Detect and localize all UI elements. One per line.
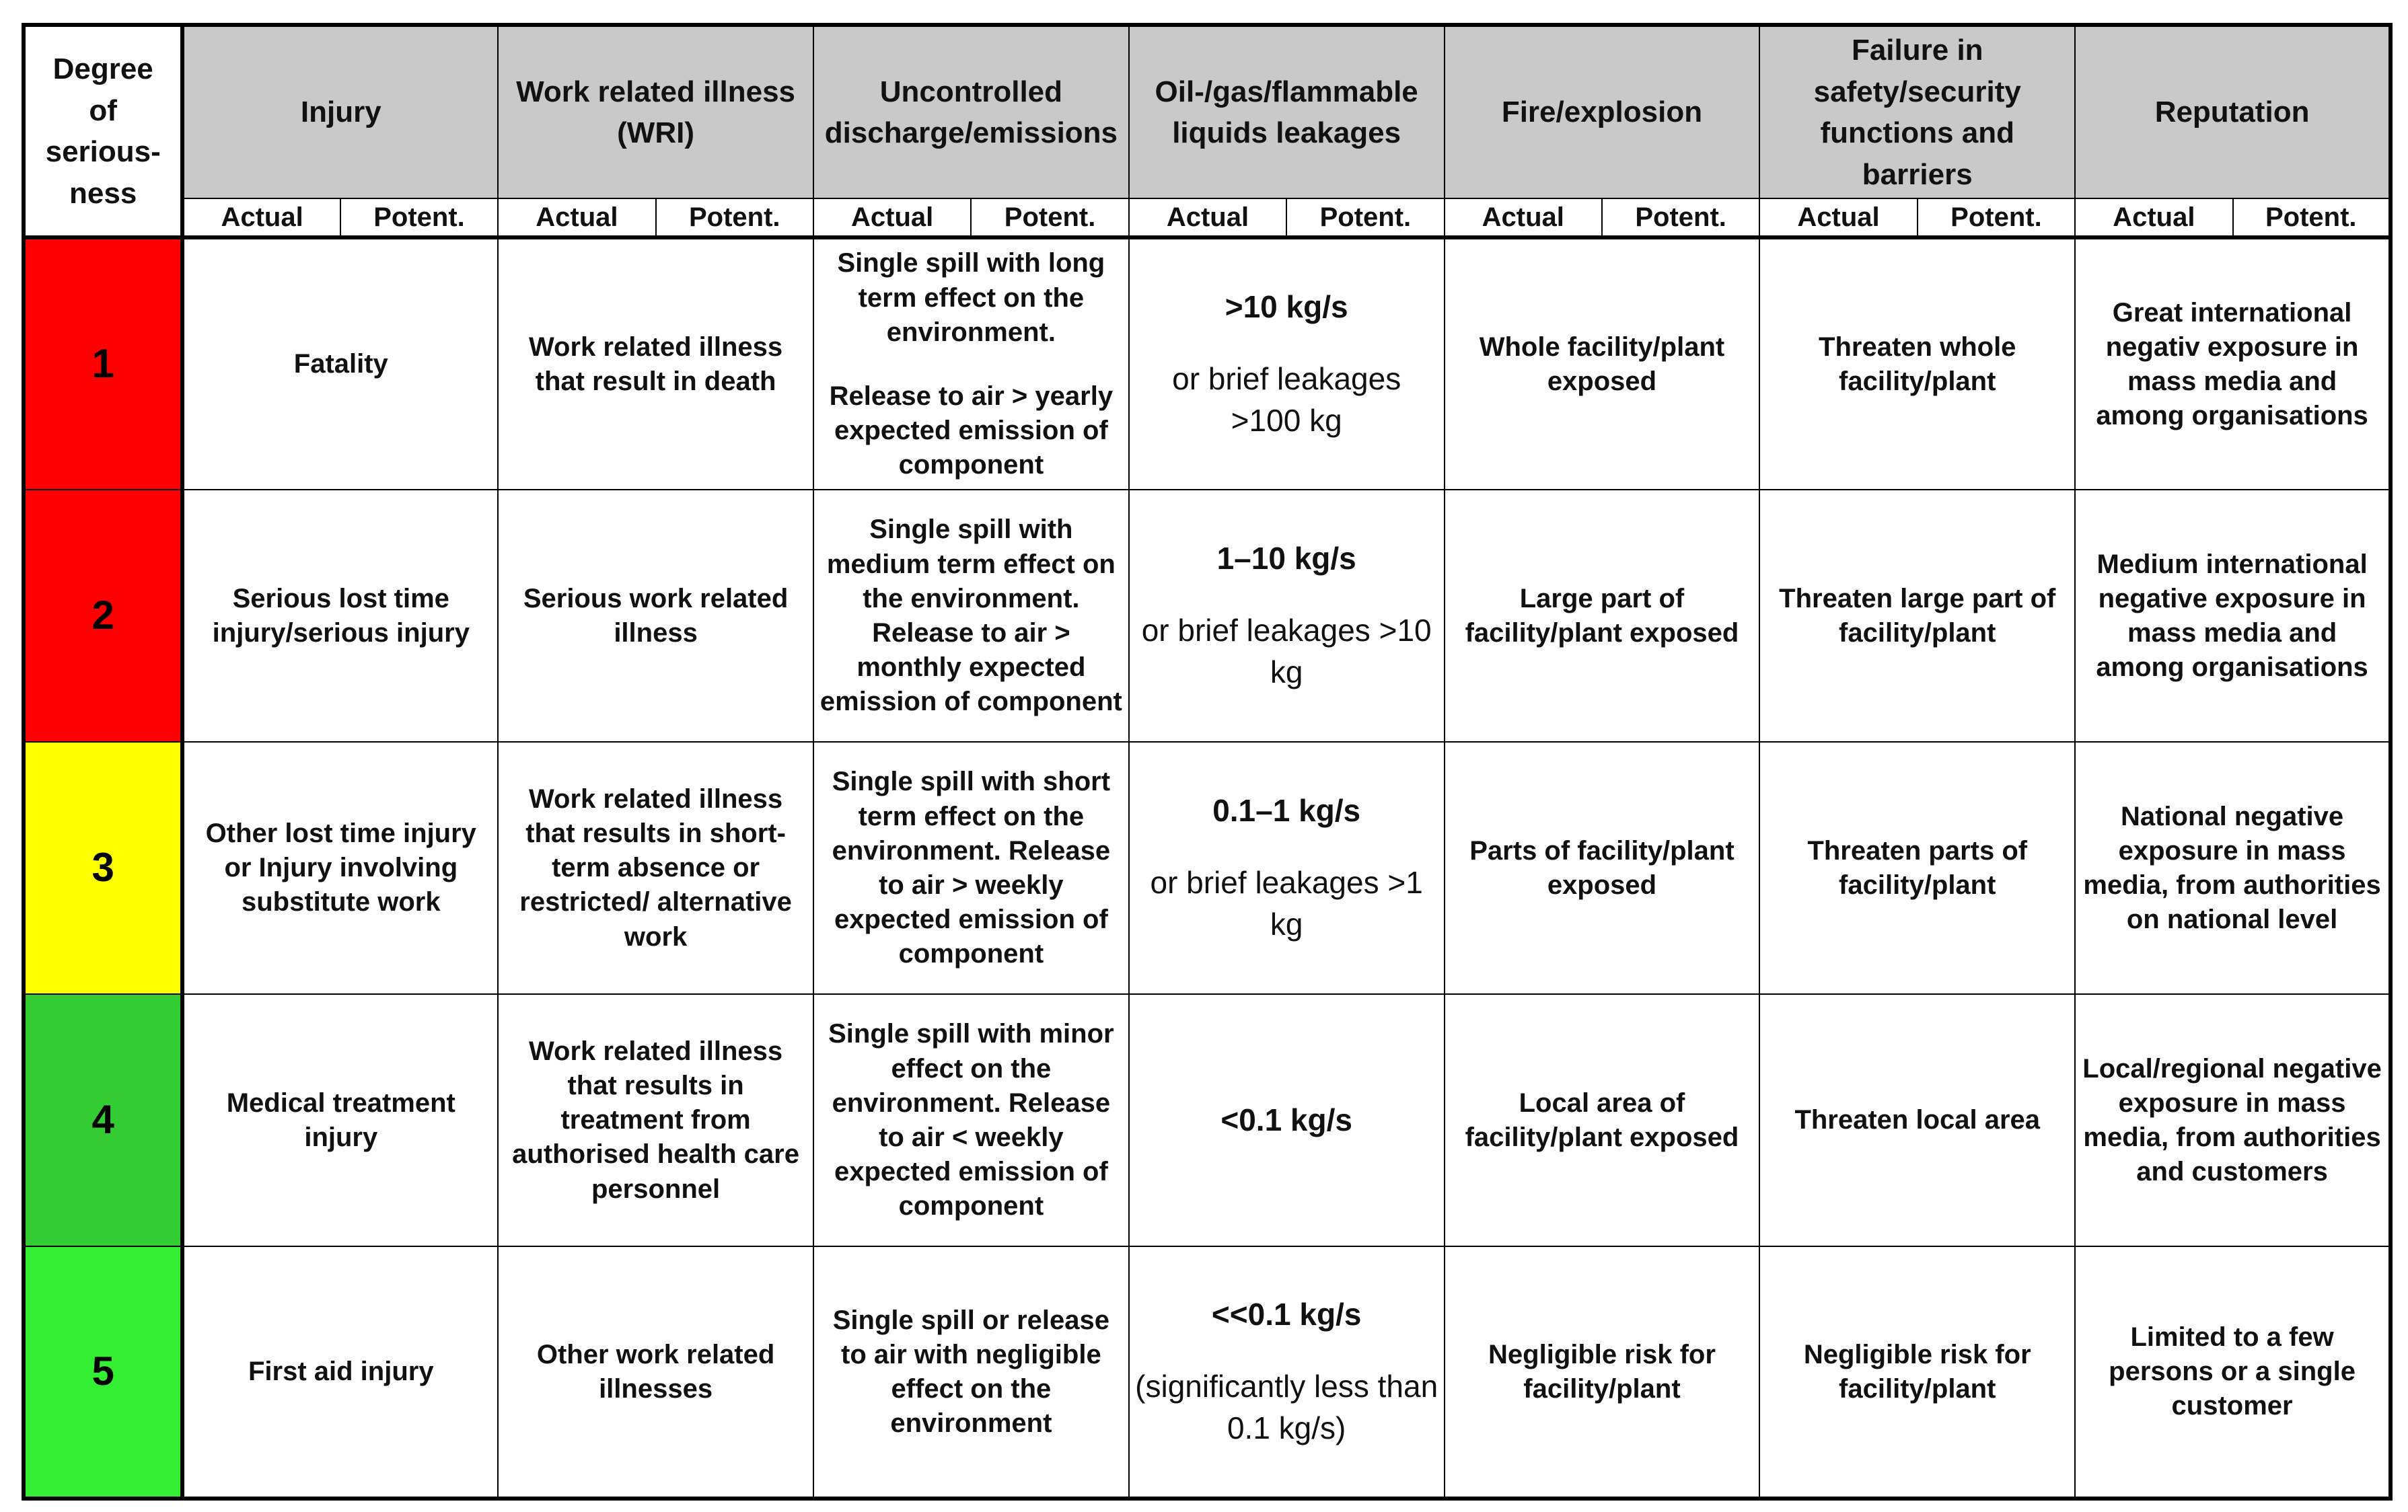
degree-cell: 1	[24, 237, 182, 490]
injury-cell: First aid injury	[182, 1246, 498, 1499]
degree-cell: 3	[24, 742, 182, 994]
discharge-cell: Single spill with short term effect on the environment. Release to air > weekly expected emission of component	[813, 742, 1129, 994]
leakage-cell	[1129, 994, 1445, 1246]
injury-cell: Other lost time injury or Injury involving substitute work	[182, 742, 498, 994]
leakage-cell	[1129, 237, 1445, 490]
reputation-cell: Limited to a few persons or a single customer	[2075, 1246, 2391, 1499]
reputation-cell: National negative exposure in mass media, from authorities on national level	[2075, 742, 2391, 994]
leak-note: or brief leakages >10 kg	[1141, 613, 1432, 690]
subheader-actual: Actual	[1445, 198, 1602, 237]
safety-cell: Negligible risk for facility/plant	[1759, 1246, 2075, 1499]
leakage-cell	[1129, 490, 1445, 742]
wri-cell: Work related illness that result in death	[498, 237, 813, 490]
discharge-cell: Single spill or release to air with negligible effect on the environment	[813, 1246, 1129, 1499]
subheader-potent: Potent.	[1602, 198, 1759, 237]
degree-cell: 4	[24, 994, 182, 1246]
discharge-text-release: Release to air > yearly expected emission of component	[829, 381, 1114, 480]
risk-matrix-table	[22, 23, 2393, 1501]
reputation-cell: Great international negativ exposure in mass media and among organisations	[2075, 237, 2391, 490]
wri-cell: Work related illness that results in short-term absence or restricted/ alternative work	[498, 742, 813, 994]
leak-rate: <<0.1 kg/s	[1211, 1297, 1362, 1332]
header-reputation: Reputation	[2075, 25, 2391, 198]
leakage-cell	[1129, 1246, 1445, 1499]
subheader-potent: Potent.	[1918, 198, 2075, 237]
injury-cell: Medical treatment injury	[182, 994, 498, 1246]
leak-note: or brief leakages >100 kg	[1172, 361, 1401, 439]
header-safety: Failure in safety/security functions and barriers	[1759, 25, 2075, 198]
degree-cell: 2	[24, 490, 182, 742]
header-degree: Degree of serious- ness	[24, 25, 182, 237]
subheader-potent: Potent.	[1286, 198, 1444, 237]
subheader-potent: Potent.	[340, 198, 498, 237]
wri-cell: Serious work related illness	[498, 490, 813, 742]
subheader-actual: Actual	[498, 198, 655, 237]
subheader-actual: Actual	[813, 198, 971, 237]
subheader-actual: Actual	[1759, 198, 1917, 237]
injury-cell: Fatality	[182, 237, 498, 490]
subheader-potent: Potent.	[656, 198, 813, 237]
wri-cell: Work related illness that results in treatment from authorised health care personnel	[498, 994, 813, 1246]
leak-rate: 0.1–1 kg/s	[1212, 793, 1361, 829]
safety-cell: Threaten parts of facility/plant	[1759, 742, 2075, 994]
degree-cell: 5	[24, 1246, 182, 1499]
header-discharge: Uncontrolled discharge/emissions	[813, 25, 1129, 198]
discharge-cell: Single spill with medium term effect on the environment. Release to air > monthly expected emission of component	[813, 490, 1129, 742]
header-wri: Work related illness (WRI)	[498, 25, 813, 198]
fire-cell: Parts of facility/plant exposed	[1445, 742, 1760, 994]
discharge-text: Single spill with long term effect on the environment.	[837, 248, 1105, 347]
subheader-potent: Potent.	[2233, 198, 2391, 237]
table-row	[24, 1246, 2391, 1499]
fire-cell: Negligible risk for facility/plant	[1445, 1246, 1760, 1499]
leak-rate: >10 kg/s	[1225, 289, 1348, 325]
leak-rate: <0.1 kg/s	[1220, 1102, 1352, 1138]
leak-note: or brief leakages >1 kg	[1150, 865, 1423, 942]
discharge-cell: Single spill with minor effect on the environment. Release to air < weekly expected emission of component	[813, 994, 1129, 1246]
safety-cell: Threaten whole facility/plant	[1759, 237, 2075, 490]
subheader-actual: Actual	[2075, 198, 2232, 237]
header-injury: Injury	[182, 25, 498, 198]
reputation-cell: Medium international negative exposure in mass media and among organisations	[2075, 490, 2391, 742]
safety-cell: Threaten local area	[1759, 994, 2075, 1246]
header-leakages: Oil-/gas/flammable liquids leakages	[1129, 25, 1445, 198]
subheader-potent: Potent.	[971, 198, 1128, 237]
leak-note: (significantly less than 0.1 kg/s)	[1135, 1369, 1438, 1446]
table-row	[24, 994, 2391, 1246]
discharge-cell	[813, 237, 1129, 490]
header-fire: Fire/explosion	[1445, 25, 1760, 198]
leakage-cell	[1129, 742, 1445, 994]
fire-cell: Local area of facility/plant exposed	[1445, 994, 1760, 1246]
leak-rate: 1–10 kg/s	[1216, 541, 1356, 576]
table-row	[24, 237, 2391, 490]
fire-cell: Whole facility/plant exposed	[1445, 237, 1760, 490]
subheader-actual: Actual	[1129, 198, 1286, 237]
wri-cell: Other work related illnesses	[498, 1246, 813, 1499]
injury-cell: Serious lost time injury/serious injury	[182, 490, 498, 742]
subheader-actual: Actual	[182, 198, 340, 237]
table-row	[24, 742, 2391, 994]
reputation-cell: Local/regional negative exposure in mass media, from authorities and customers	[2075, 994, 2391, 1246]
safety-cell: Threaten large part of facility/plant	[1759, 490, 2075, 742]
table-row	[24, 490, 2391, 742]
fire-cell: Large part of facility/plant exposed	[1445, 490, 1760, 742]
